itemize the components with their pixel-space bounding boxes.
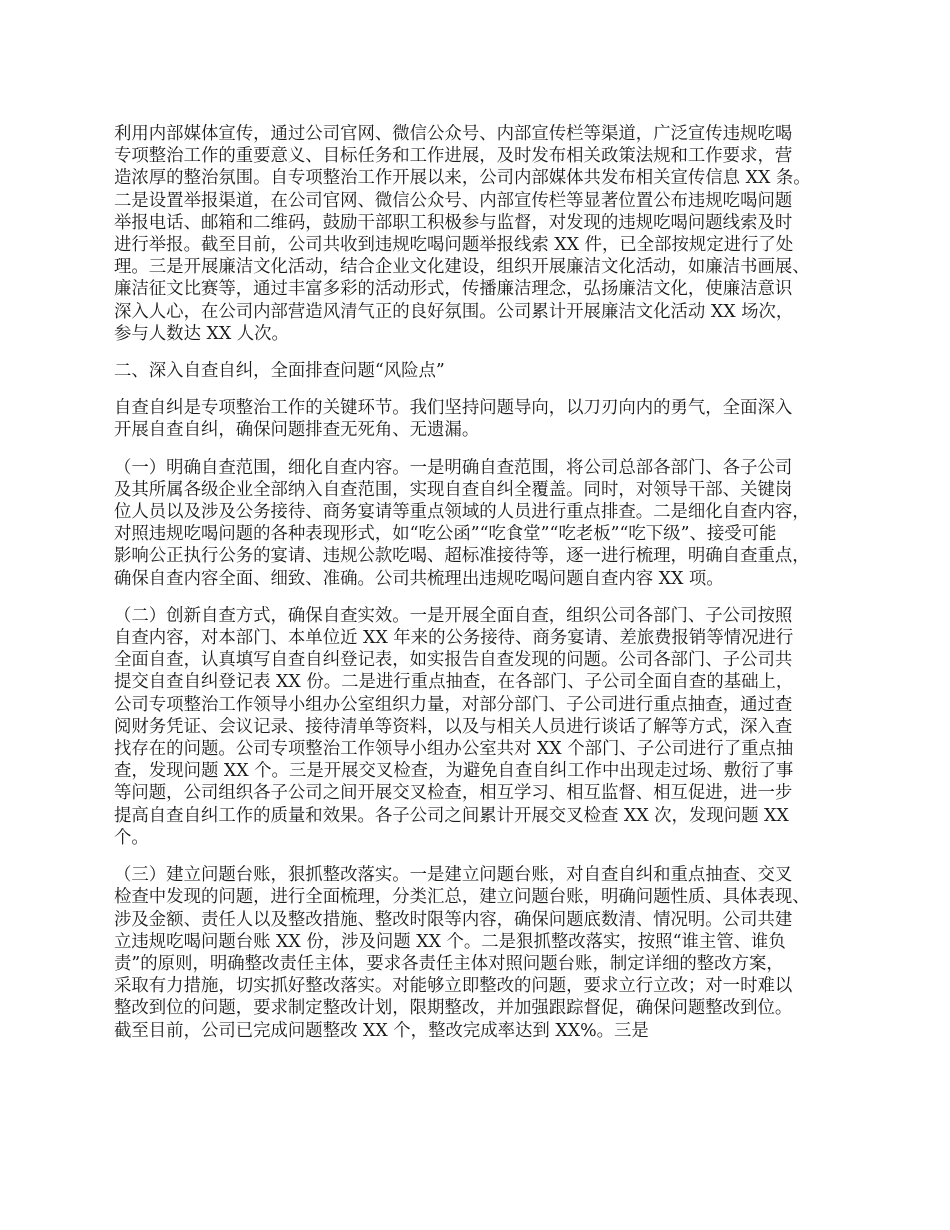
paragraph-scope: （一）明确自查范围，细化自查内容。一是明确自查范围，将公司总部各部门、各子公司 及其所属各级企业全部纳入自查范围，实现自查自纠全覆盖。同时，对领导干部、关键岗 位人员以及涉及公务接待、商务宴请等重点领域的人员进行重点排查。二是细化自查内容， 对照违规吃喝问题的各种表现形式，如“吃公函”“吃食堂”“吃老板”“吃下级”、接受可能 影响公正执行公务的宴请、违规公款吃喝、超标准接待等，逐一进行梳理，明确自查重点， 确保自查内容全面、细致、准确。公司共梳理出违规吃喝问题自查内容 XX 项。 [114,457,810,589]
paragraph-rectification: （三）建立问题台账，狠抓整改落实。一是建立问题台账，对自查自纠和重点抽查、交叉 检查中发现的问题，进行全面梳理，分类汇总，建立问题台账，明确问题性质、具体表现、 涉及金额、责任人以及整改措施、整改时限等内容，确保问题底数清、情况明。公司共建 立违规吃喝问题台账 XX 份，涉及问题 XX 个。二是狠抓整改落实，按照“谁主管、谁负 责”的原则，明确整改责任主体，要求各责任主体对照问题台账，制定详细的整改方案， 采取有力措施，切实抓好整改落实。对能够立即整改的问题，要求立行立改；对一时难以 整改到位的问题，要求制定整改计划，限期整改，并加强跟踪督促，确保问题整改到位。 截至目前，公司已完成问题整改 XX 个，整改完成率达到 XX%。三是 [114,865,810,1041]
document-body [114,123,856,1057]
paragraph-publicity: 利用内部媒体宣传，通过公司官网、微信公众号、内部宣传栏等渠道，广泛宣传违规吃喝 专项整治工作的重要意义、目标任务和工作进展，及时发布相关政策法规和工作要求，营 造浓厚的整治氛围。自专项整治工作开展以来，公司内部媒体共发布相关宣传信息 XX 条。 二是设置举报渠道，在公司官网、微信公众号、内部宣传栏等显著位置公布违规吃喝问题 举报电话、邮箱和二维码，鼓励干部职工积极参与监督，对发现的违规吃喝问题线索及时 进行举报。截至目前，公司共收到违规吃喝问题举报线索 XX 件，已全部按规定进行了处 理。三是开展廉洁文化活动，结合企业文化建设，组织开展廉洁文化活动，如廉洁书画展、 廉洁征文比赛等，通过丰富多彩的活动形式，传播廉洁理念，弘扬廉洁文化，使廉洁意识 深入人心，在公司内部营造风清气正的良好氛围。公司累计开展廉洁文化活动 XX 场次， 参与人数达 XX 人次。 [114,124,811,344]
paragraph-methods: （二）创新自查方式，确保自查实效。一是开展全面自查，组织公司各部门、子公司按照 自查内容，对本部门、本单位近 XX 年来的公务接待、商务宴请、差旅费报销等情况进行 全面自查，认真填写自查自纠登记表，如实报告自查发现的问题。公司各部门、子公司共 提交自查自纠登记表 XX 份。二是进行重点抽查，在各部门、子公司全面自查的基础上， 公司专项整治工作领导小组办公室组织力量，对部分部门、子公司进行重点抽查，通过查 阅财务凭证、会议记录、接待清单等资料，以及与相关人员进行谈话了解等方式，深入查 找存在的问题。公司专项整治工作领导小组办公室共对 XX 个部门、子公司进行了重点抽 查，发现问题 XX 个。三是开展交叉检查，为避免自查自纠工作中出现走过场、敷衍了事 等问题，公司组织各子公司之间开展交叉检查，相互学习、相互监督、相互促进，进一步 提高自查自纠工作的质量和效果。各子公司之间累计开展交叉检查 XX 次，发现问题 XX 个。 [114,605,794,848]
paragraph-self-inspection-intro: 自查自纠是专项整治工作的关键环节。我们坚持问题导向，以刀刃向内的勇气，全面深入 开展自查自纠，确保问题排查无死角、无遗漏。 [114,398,793,441]
section-heading-self-inspection: 二、深入自查自纠，全面排查问题“风险点” [114,361,445,382]
